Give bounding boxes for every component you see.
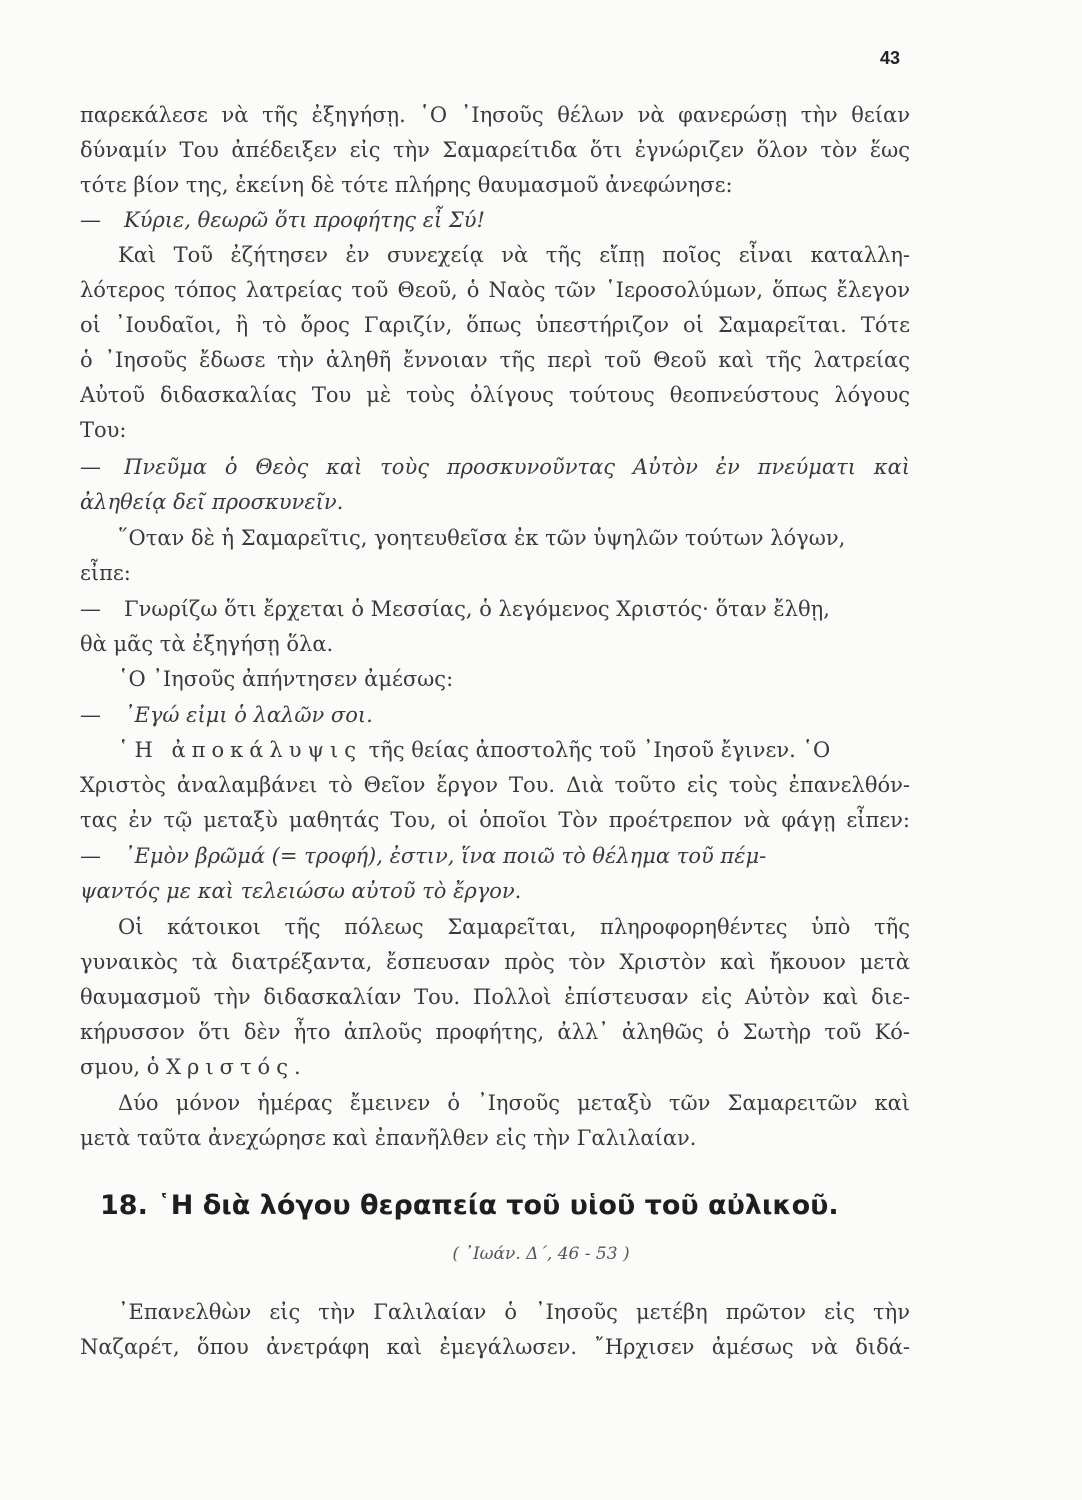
em-dash: —	[80, 455, 101, 479]
spaced-word: Χριστός.	[166, 1055, 307, 1079]
text-line: παρεκάλεσε νὰ τῆς ἐξηγήσῃ. ῾Ο ᾿Ιησοῦς θέλων νὰ φανερώσῃ τὴν θείαν	[80, 103, 910, 127]
quote-text: Πνεῦμα ὁ Θεὸς καὶ τοὺς προσκυνοῦντας Αὐτὸν ἐν πνεύματι καὶ	[124, 455, 910, 479]
text-line: Καὶ Τοῦ ἐζήτησεν ἐν συνεχείᾳ νὰ τῆς εἴπῃ ποῖος εἶναι καταλλη-	[118, 243, 910, 267]
dialog-line	[80, 592, 910, 626]
text-line: τότε βίον της, ἐκείνη δὲ τότε πλήρης θαυμασμοῦ ἀνεφώνησε:	[80, 173, 733, 197]
text-line: ὁ ᾿Ιησοῦς ἔδωσε τὴν ἀληθῆ ἔννοιαν τῆς περὶ τοῦ Θεοῦ καὶ τῆς λατρείας	[80, 348, 910, 372]
text-line: γυναικὸς τὰ διατρέξαντα, ἔσπευσαν πρὸς τὸν Χριστὸν καὶ ἤκουον μετὰ	[80, 950, 910, 974]
em-dash: —	[80, 208, 101, 232]
scripture-reference: ( ᾿Ιωάν. Δ΄, 46 - 53 )	[452, 1244, 630, 1264]
text-line: ῾Ο ᾿Ιησοῦς ἀπήντησεν ἀμέσως:	[118, 667, 454, 691]
text-continuation: τῆς θείας ἀποστολῆς τοῦ ᾿Ιησοῦ ἔγινεν. ῾Ο	[368, 738, 831, 762]
section-heading: 18. ῾Η διὰ λόγου θεραπεία τοῦ υἱοῦ τοῦ αὐλικοῦ.	[100, 1190, 839, 1221]
quote-line: ψαντός με καὶ τελειώσω αὐτοῦ τὸ ἔργον.	[80, 879, 522, 903]
quote-line	[80, 698, 910, 732]
text-line: Αὐτοῦ διδασκαλίας Του μὲ τοὺς ὀλίγους τούτους θεοπνεύστους λόγους	[80, 383, 910, 407]
text-line: τας ἐν τῷ μεταξὺ μαθητάς Του, οἱ ὁποῖοι Τὸν προέτρεπον νὰ φάγῃ εἶπεν:	[80, 808, 910, 832]
em-dash: —	[80, 703, 101, 727]
text-line: Χριστὸς ἀναλαμβάνει τὸ Θεῖον ἔργον Του. Διὰ τοῦτο εἰς τοὺς ἐπανελθόν-	[80, 773, 910, 797]
text-line: θαυμασμοῦ τὴν διδασκαλίαν Του. Πολλοὶ ἐπίστευσαν εἰς Αὐτὸν καὶ διε-	[80, 985, 910, 1009]
text-line: κήρυσσον ὅτι δὲν ἦτο ἁπλοῦς προφήτης, ἀλλ᾿ ἀληθῶς ὁ Σωτὴρ τοῦ Κό-	[80, 1020, 910, 1044]
em-dash: —	[80, 597, 101, 621]
quote-text: Κύριε, θεωρῶ ὅτι προφήτης εἶ Σύ!	[124, 208, 485, 232]
text-line: Δύο μόνον ἡμέρας ἔμεινεν ὁ ᾿Ιησοῦς μεταξὺ τῶν Σαμαρειτῶν καὶ	[118, 1091, 910, 1115]
text-line: εἶπε:	[80, 561, 131, 585]
text-line: μετὰ ταῦτα ἀνεχώρησε καὶ ἐπανῆλθεν εἰς τὴν Γαλιλαίαν.	[80, 1126, 697, 1150]
quote-line	[80, 839, 910, 873]
dialog-text: Γνωρίζω ὅτι ἔρχεται ὁ Μεσσίας, ὁ λεγόμενος Χριστός· ὅταν ἔλθῃ,	[124, 597, 830, 621]
quote-line: ἀληθείᾳ δεῖ προσκυνεῖν.	[80, 490, 344, 514]
text-line	[80, 1050, 910, 1084]
text-line	[80, 733, 910, 767]
text-line: θὰ μᾶς τὰ ἐξηγήσῃ ὅλα.	[80, 632, 334, 656]
text-line: Ναζαρέτ, ὅπου ἀνετράφη καὶ ἐμεγάλωσεν. ῎Ηρχισεν ἀμέσως νὰ διδά-	[80, 1335, 910, 1359]
text-line: λότερος τόπος λατρείας τοῦ Θεοῦ, ὁ Ναὸς τῶν ῾Ιεροσολύμων, ὅπως ἔλεγον	[80, 278, 910, 302]
text-line: δύναμίν Του ἀπέδειξεν εἰς τὴν Σαμαρείτιδα ὅτι ἐγνώριζεν ὅλον τὸν ἕως	[80, 138, 910, 162]
em-dash: —	[80, 844, 101, 868]
quote-text: ᾿Εγώ εἰμι ὁ λαλῶν σοι.	[124, 703, 373, 727]
text-line: Του:	[80, 418, 127, 442]
page-number: 43	[880, 48, 901, 68]
text-line: Οἱ κάτοικοι τῆς πόλεως Σαμαρεῖται, πληροφορηθέντες ὑπὸ τῆς	[118, 915, 910, 939]
text-line: οἱ ᾿Ιουδαῖοι, ἢ τὸ ὄρος Γαριζίν, ὅπως ὑπεστήριζον οἱ Σαμαρεῖται. Τότε	[80, 313, 910, 337]
spaced-word: ῾Η ἀποκάλυψις	[118, 738, 362, 762]
text-line: ῞Οταν δὲ ἡ Σαμαρεῖτις, γοητευθεῖσα ἐκ τῶν ὑψηλῶν τούτων λόγων,	[118, 526, 846, 550]
text-start: σμου, ὁ	[80, 1055, 160, 1079]
text-line: ᾿Επανελθὼν εἰς τὴν Γαλιλαίαν ὁ ᾿Ιησοῦς μετέβη πρῶτον εἰς τὴν	[118, 1300, 910, 1324]
quote-line	[80, 450, 910, 484]
quote-line	[80, 203, 910, 237]
quote-text: ᾿Εμὸν βρῶμά (= τροφή), ἐστιν, ἵνα ποιῶ τὸ θέλημα τοῦ πέμ-	[124, 844, 767, 868]
